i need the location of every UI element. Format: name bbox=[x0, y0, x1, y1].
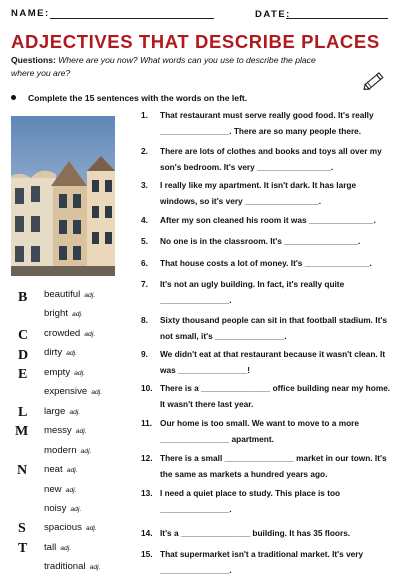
word-text: dirty bbox=[44, 347, 63, 358]
questions bbox=[11, 54, 361, 79]
name-line[interactable] bbox=[50, 18, 214, 19]
sentence-text: It's not an ugly building. In fact, it's really quite _______________. bbox=[160, 279, 345, 305]
sentence-item bbox=[141, 451, 393, 482]
sentence-number: 1. bbox=[141, 110, 148, 120]
word-item bbox=[44, 406, 80, 417]
sentence-text: We didn't eat at that restaurant because it wasn't clean. It was _______________! bbox=[160, 349, 386, 375]
sentence-text: There is a _______________ office building near my home. It wasn't there last year. bbox=[160, 383, 391, 409]
word-text: messy bbox=[44, 425, 72, 436]
sentence-number: 12. bbox=[141, 453, 153, 463]
word-pos: adj. bbox=[80, 448, 92, 455]
word-pos: adj. bbox=[72, 311, 83, 318]
word-item bbox=[44, 522, 97, 533]
word-item bbox=[44, 386, 102, 397]
pencil-icon bbox=[361, 68, 387, 94]
name-label: NAME: bbox=[11, 8, 50, 19]
word-item bbox=[44, 308, 83, 319]
sentence-text: I really like my apartment. It isn't dark. It has large windows, so it's very ________________. bbox=[160, 180, 357, 206]
sentence-text: There is a small _______________ market in our town. It's the same as markets a hundred years ago. bbox=[160, 453, 387, 479]
sentence-number: 2. bbox=[141, 146, 148, 156]
word-text: noisy bbox=[44, 503, 67, 514]
sentence-item bbox=[141, 144, 393, 175]
word-item bbox=[44, 289, 95, 300]
sentence-item bbox=[141, 108, 393, 139]
letter-n: N bbox=[17, 463, 28, 478]
date-line[interactable] bbox=[286, 18, 388, 19]
page-title: ADJECTIVES THAT DESCRIBE PLACES bbox=[11, 31, 380, 52]
sentence-text: That house costs a lot of money. It's ______________. bbox=[160, 258, 372, 268]
sentence-item bbox=[141, 526, 393, 542]
word-pos: adj. bbox=[66, 467, 78, 474]
letter-l: L bbox=[18, 405, 28, 420]
sentence-number: 13. bbox=[141, 488, 153, 498]
sentence-item bbox=[141, 381, 393, 412]
sentence-text: Our home is too small. We want to move to a more _______________ apartment. bbox=[160, 418, 360, 444]
questions-line1: Where are you now? What words can you use to describe the place bbox=[58, 55, 316, 65]
word-text: traditional bbox=[44, 561, 86, 572]
sentence-item bbox=[141, 256, 393, 272]
sentence-item bbox=[141, 234, 393, 250]
word-pos: adj. bbox=[84, 331, 96, 338]
word-item bbox=[44, 347, 77, 358]
sentence-number: 15. bbox=[141, 549, 153, 559]
word-pos: adj. bbox=[69, 409, 81, 416]
word-item bbox=[44, 425, 87, 436]
sentence-item bbox=[141, 178, 393, 209]
word-text: spacious bbox=[44, 522, 82, 533]
word-text: tall bbox=[44, 542, 57, 553]
letter-s: S bbox=[18, 521, 26, 536]
word-item bbox=[44, 445, 92, 456]
word-pos: adj. bbox=[65, 487, 77, 494]
date-label: DATE: bbox=[255, 9, 291, 20]
bullet-icon bbox=[11, 95, 16, 100]
sentence-number: 9. bbox=[141, 349, 148, 359]
sentence-number: 4. bbox=[141, 215, 148, 225]
word-text: crowded bbox=[44, 328, 81, 339]
sentence-number: 8. bbox=[141, 315, 148, 325]
sentence-text: There are lots of clothes and books and toys all over my son's bedroom. It's very ________________. bbox=[160, 146, 382, 172]
sentence-item bbox=[141, 547, 393, 578]
questions-label: Questions: bbox=[11, 55, 56, 65]
word-item bbox=[44, 328, 95, 339]
sentence-number: 11. bbox=[141, 418, 153, 428]
sentence-number: 7. bbox=[141, 279, 148, 289]
word-text: expensive bbox=[44, 386, 88, 397]
sentence-text: Sixty thousand people can sit in that football stadium. It's not small, it's _______________. bbox=[160, 315, 387, 341]
sentence-text: It's a _______________ building. It has 35 floors. bbox=[160, 528, 351, 538]
sentence-number: 6. bbox=[141, 258, 148, 268]
sentence-text: That restaurant must serve really good food. It's really _______________. There are so many people there. bbox=[160, 110, 374, 136]
word-item bbox=[44, 561, 101, 572]
word-pos: adj. bbox=[66, 350, 78, 357]
letter-b: B bbox=[18, 290, 28, 305]
letter-m: M bbox=[15, 424, 29, 439]
word-pos: adj. bbox=[75, 428, 87, 435]
letter-c: C bbox=[18, 328, 29, 343]
word-item bbox=[44, 542, 71, 553]
sentence-text: I need a quiet place to study. This place is too _______________. bbox=[160, 488, 341, 514]
sentence-item bbox=[141, 213, 393, 229]
sentence-item bbox=[141, 486, 393, 517]
word-pos: adj. bbox=[70, 506, 82, 513]
word-item bbox=[44, 484, 77, 495]
word-text: large bbox=[44, 406, 66, 417]
word-text: neat bbox=[44, 464, 63, 475]
letter-e: E bbox=[18, 367, 28, 382]
word-item bbox=[44, 464, 78, 475]
letter-t: T bbox=[18, 541, 28, 556]
instruction: Complete the 15 sentences with the words on the left. bbox=[11, 93, 247, 103]
word-pos: adj. bbox=[60, 545, 72, 552]
word-pos: adj. bbox=[91, 389, 103, 396]
sentence-number: 5. bbox=[141, 236, 148, 246]
word-text: beautiful bbox=[44, 289, 81, 300]
letter-d: D bbox=[18, 348, 29, 363]
word-text: new bbox=[44, 484, 62, 495]
word-pos: adj. bbox=[84, 292, 96, 299]
sentence-number: 3. bbox=[141, 180, 148, 190]
word-item bbox=[44, 503, 81, 514]
sentence-number: 10. bbox=[141, 383, 153, 393]
sentence-item bbox=[141, 416, 393, 447]
word-text: modern bbox=[44, 445, 77, 456]
word-pos: adj. bbox=[89, 564, 101, 571]
sentence-item bbox=[141, 313, 393, 344]
word-text: empty bbox=[44, 367, 71, 378]
word-item bbox=[44, 367, 85, 378]
sentence-text: That supermarket isn't a traditional market. It's very _______________. bbox=[160, 549, 364, 575]
questions-line2: where you are? bbox=[11, 67, 71, 78]
sentence-item bbox=[141, 277, 393, 308]
sentence-item bbox=[141, 347, 393, 378]
building-photo bbox=[11, 116, 115, 276]
sentence-number: 14. bbox=[141, 528, 153, 538]
word-text: bright bbox=[44, 308, 68, 319]
sentence-text: No one is in the classroom. It's ________________. bbox=[160, 236, 361, 246]
sentence-text: After my son cleaned his room it was ______________. bbox=[160, 215, 376, 225]
word-pos: adj. bbox=[85, 525, 97, 532]
word-pos: adj. bbox=[74, 370, 86, 377]
